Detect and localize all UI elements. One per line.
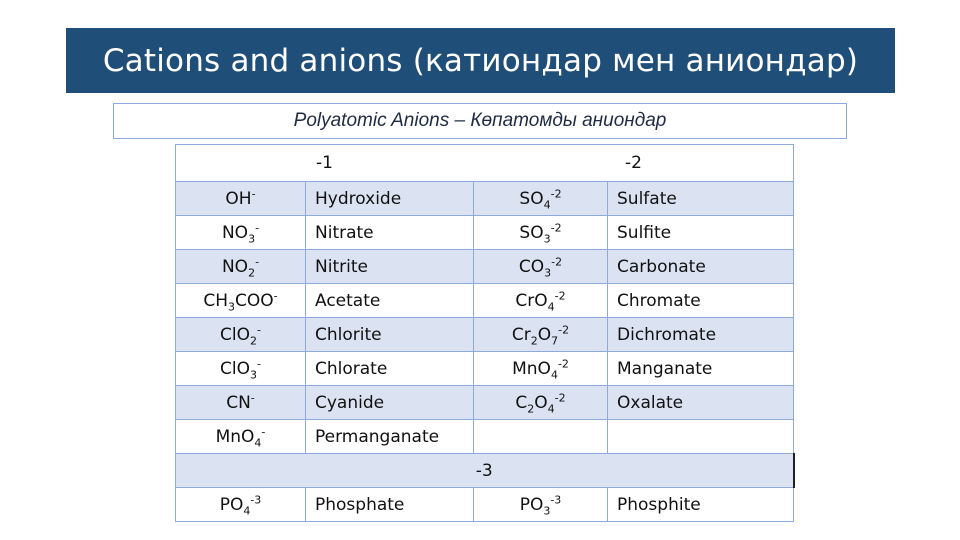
formula-hydroxide: OH- (176, 182, 306, 216)
name-dichromate: Dichromate (608, 318, 794, 352)
formula-chromate: CrO$_4^{-2}$ (474, 284, 608, 318)
title-bar (66, 28, 895, 93)
name-acetate: Acetate (306, 284, 474, 318)
name-carbonate: Carbonate (608, 250, 794, 284)
formula-acetate: $CH_3COO^-$ (176, 284, 306, 318)
empty-cell (608, 420, 794, 454)
subtitle-box (113, 103, 847, 139)
table-row-header-minus3 (176, 454, 794, 488)
formula-nitrate: $NO_3^-$ (176, 216, 306, 250)
name-nitrite: Nitrite (306, 250, 474, 284)
formula-carbonate: $CO_3^{-2}$ (474, 250, 608, 284)
formula-dichromate: $Cr_2O_7^{-2}$ (474, 318, 608, 352)
table-row (176, 284, 794, 318)
table-row (176, 318, 794, 352)
header-charge-minus2: -2 (474, 145, 794, 182)
formula-cyanide: CN- (176, 386, 306, 420)
name-chromate: Chromate (608, 284, 794, 318)
table-row (176, 216, 794, 250)
slide-title: Cations and anions (катиондар мен аниондар) (102, 42, 859, 79)
table-header-row (176, 145, 794, 182)
table-row (176, 352, 794, 386)
name-nitrate: Nitrate (306, 216, 474, 250)
table-row (176, 250, 794, 284)
name-chlorite: Chlorite (306, 318, 474, 352)
name-sulfate: Sulfate (608, 182, 794, 216)
name-manganate: Manganate (608, 352, 794, 386)
formula-nitrite: $NO_2^-$ (176, 250, 306, 284)
name-permanganate: Permanganate (306, 420, 474, 454)
table-row (176, 386, 794, 420)
slide-subtitle: Polyatomic Anions – Көпатомды аниондар (293, 110, 667, 131)
table-row (176, 488, 794, 522)
header-charge-minus1: -1 (176, 145, 474, 182)
formula-chlorite: ClO$_2$- (176, 318, 306, 352)
name-phosphite: Phosphite (608, 488, 794, 522)
formula-sulfate: $SO_4^{-2}$ (474, 182, 608, 216)
formula-sulfite: $SO_3^{-2}$ (474, 216, 608, 250)
name-sulfite: Sulfite (608, 216, 794, 250)
formula-phosphite: $PO_3^{-3}$ (474, 488, 608, 522)
formula-manganate: MnO$_4^{-2}$ (474, 352, 608, 386)
name-phosphate: Phosphate (306, 488, 474, 522)
table-row (176, 182, 794, 216)
anions-table (175, 144, 795, 522)
header-charge-minus3: -3 (176, 454, 794, 488)
formula-oxalate: $C_2O_4^{-2}$ (474, 386, 608, 420)
formula-permanganate: MnO$_4$- (176, 420, 306, 454)
name-oxalate: Oxalate (608, 386, 794, 420)
name-hydroxide: Hydroxide (306, 182, 474, 216)
empty-cell (474, 420, 608, 454)
name-cyanide: Cyanide (306, 386, 474, 420)
formula-phosphate: $PO_4^{-3}$ (176, 488, 306, 522)
table-row (176, 420, 794, 454)
name-chlorate: Chlorate (306, 352, 474, 386)
formula-chlorate: ClO$_3$- (176, 352, 306, 386)
